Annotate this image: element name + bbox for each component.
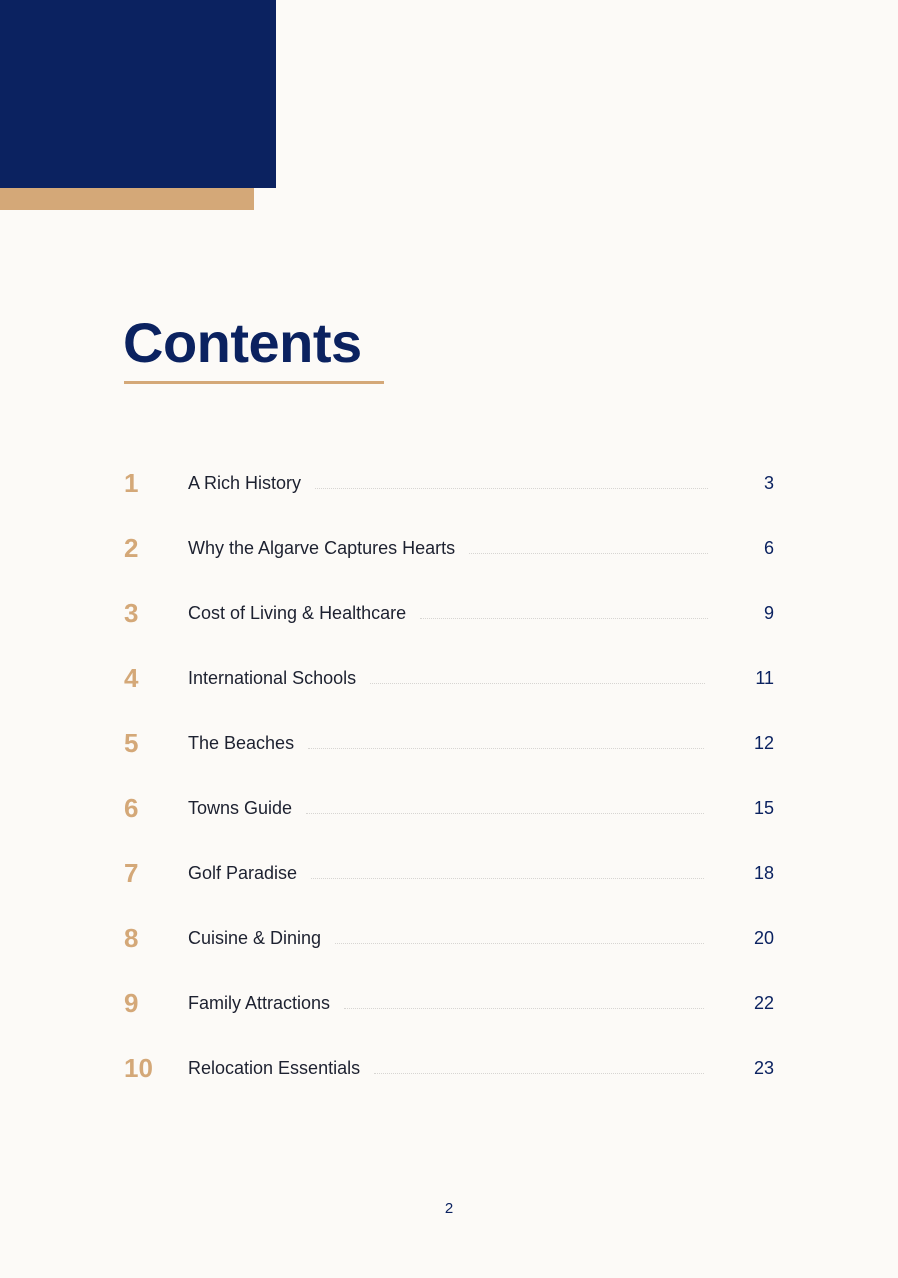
- toc-number: 7: [124, 857, 139, 888]
- corner-navy-block: [0, 0, 276, 188]
- toc-number: 3: [124, 597, 139, 628]
- toc-leader-dots: [335, 943, 704, 944]
- toc-entry-7[interactable]: [124, 840, 774, 905]
- toc-page-number: 11: [755, 667, 774, 688]
- page-title: Contents: [123, 311, 362, 374]
- toc-page-number: 22: [753, 992, 774, 1013]
- toc-entry-3[interactable]: [124, 580, 774, 645]
- toc-label: Why the Algarve Captures Hearts: [188, 537, 456, 558]
- page-footer-number: 2: [444, 1200, 454, 1217]
- toc-page-number: 3: [763, 472, 774, 493]
- toc-entry-10[interactable]: [124, 1035, 774, 1100]
- toc-number: 4: [124, 662, 139, 693]
- toc-page-number: 9: [763, 602, 774, 623]
- toc-number: 2: [124, 532, 139, 563]
- toc-entry-5[interactable]: [124, 710, 774, 775]
- toc-number: 5: [124, 727, 139, 758]
- toc-page-number: 6: [763, 537, 774, 558]
- toc-label: Cuisine & Dining: [188, 927, 322, 948]
- toc-label: Family Attractions: [188, 992, 331, 1013]
- toc-leader-dots: [311, 878, 704, 879]
- toc-leader-dots: [420, 618, 708, 619]
- toc-entry-4[interactable]: [124, 645, 774, 710]
- toc-label: International Schools: [188, 667, 357, 688]
- toc-page-number: 15: [753, 797, 774, 818]
- toc-number: 10: [124, 1052, 153, 1083]
- toc-entry-9[interactable]: [124, 970, 774, 1035]
- toc-leader-dots: [308, 748, 704, 749]
- title-underline: [124, 381, 384, 384]
- toc-label: A Rich History: [188, 472, 302, 493]
- toc-label: Towns Guide: [188, 797, 293, 818]
- toc-leader-dots: [469, 553, 708, 554]
- toc-number: 1: [124, 467, 139, 498]
- toc-entry-8[interactable]: [124, 905, 774, 970]
- toc-leader-dots: [306, 813, 704, 814]
- toc-page-number: 20: [753, 927, 774, 948]
- toc-entry-1[interactable]: [124, 450, 774, 515]
- toc-number: 9: [124, 987, 139, 1018]
- toc-page-number: 12: [753, 732, 774, 753]
- corner-gold-stripe: [0, 188, 254, 210]
- toc-page-number: 23: [753, 1057, 774, 1078]
- toc-entry-6[interactable]: [124, 775, 774, 840]
- toc-label: The Beaches: [188, 732, 295, 753]
- toc-label: Golf Paradise: [188, 862, 298, 883]
- toc-leader-dots: [344, 1008, 704, 1009]
- toc-leader-dots: [374, 1073, 704, 1074]
- toc-page-number: 18: [753, 862, 774, 883]
- toc-entry-2[interactable]: [124, 515, 774, 580]
- toc-number: 8: [124, 922, 139, 953]
- toc-leader-dots: [370, 683, 705, 684]
- toc-number: 6: [124, 792, 139, 823]
- toc-leader-dots: [315, 488, 708, 489]
- toc-label: Relocation Essentials: [188, 1057, 361, 1078]
- toc-label: Cost of Living & Healthcare: [188, 602, 407, 623]
